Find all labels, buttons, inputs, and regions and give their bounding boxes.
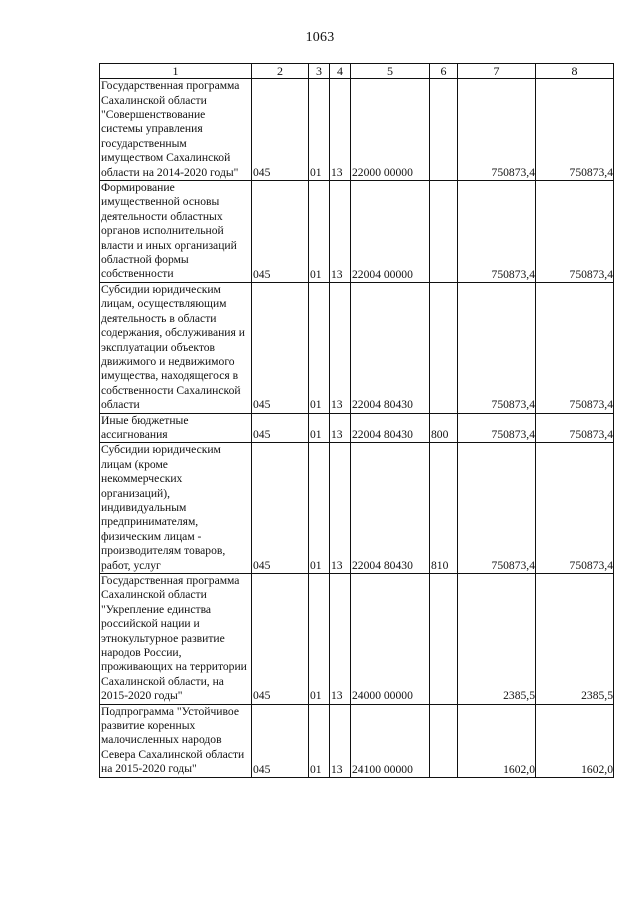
section-code: 01 bbox=[309, 181, 330, 283]
section-code: 01 bbox=[309, 413, 330, 443]
amount-column-8: 2385,5 bbox=[536, 574, 614, 705]
column-header-3: 3 bbox=[309, 64, 330, 79]
target-article-code: 24100 00000 bbox=[351, 704, 430, 777]
expense-type-code bbox=[430, 574, 458, 705]
amount-column-7: 750873,4 bbox=[458, 443, 536, 574]
table-row bbox=[100, 181, 614, 283]
target-article-code: 22004 80430 bbox=[351, 413, 430, 443]
expense-type-code: 800 bbox=[430, 413, 458, 443]
amount-column-8: 750873,4 bbox=[536, 181, 614, 283]
item-name: Формирование имущественной основы деятельности областных органов исполнительной власти и иных организаций областной формы собственности bbox=[100, 181, 252, 283]
expense-type-code bbox=[430, 79, 458, 181]
column-header-7: 7 bbox=[458, 64, 536, 79]
amount-column-7: 750873,4 bbox=[458, 282, 536, 413]
target-article-code: 22004 80430 bbox=[351, 443, 430, 574]
expense-type-code bbox=[430, 181, 458, 283]
amount-column-8: 1602,0 bbox=[536, 704, 614, 777]
column-header-2: 2 bbox=[252, 64, 309, 79]
section-code: 01 bbox=[309, 704, 330, 777]
subsection-code: 13 bbox=[330, 79, 351, 181]
table-row bbox=[100, 443, 614, 574]
item-name: Государственная программа Сахалинской области "Укрепление единства российской нации и этнокультурное развитие народов России, проживающих на территории Сахалинской области, на 2015-2020 годы" bbox=[100, 574, 252, 705]
page-number: 1063 bbox=[305, 30, 335, 45]
item-name: Субсидии юридическим лицам, осуществляющим деятельность в области содержания, обслуживания и эксплуатации объектов движимого и недвижимого имущества, находящегося в собственности Сахалинской области bbox=[100, 282, 252, 413]
subsection-code: 13 bbox=[330, 704, 351, 777]
subsection-code: 13 bbox=[330, 181, 351, 283]
column-header-1: 1 bbox=[100, 64, 252, 79]
ministry-code: 045 bbox=[252, 413, 309, 443]
target-article-code: 22000 00000 bbox=[351, 79, 430, 181]
amount-column-7: 1602,0 bbox=[458, 704, 536, 777]
amount-column-7: 750873,4 bbox=[458, 181, 536, 283]
ministry-code: 045 bbox=[252, 79, 309, 181]
section-code: 01 bbox=[309, 282, 330, 413]
section-code: 01 bbox=[309, 574, 330, 705]
expense-type-code bbox=[430, 704, 458, 777]
target-article-code: 22004 80430 bbox=[351, 282, 430, 413]
amount-column-7: 750873,4 bbox=[458, 79, 536, 181]
subsection-code: 13 bbox=[330, 282, 351, 413]
amount-column-7: 2385,5 bbox=[458, 574, 536, 705]
column-header-4: 4 bbox=[330, 64, 351, 79]
amount-column-8: 750873,4 bbox=[536, 79, 614, 181]
item-name: Подпрограмма "Устойчивое развитие коренных малочисленных народов Севера Сахалинской области на 2015-2020 годы" bbox=[100, 704, 252, 777]
table-row bbox=[100, 704, 614, 777]
column-header-row bbox=[100, 64, 614, 79]
amount-column-8: 750873,4 bbox=[536, 282, 614, 413]
subsection-code: 13 bbox=[330, 413, 351, 443]
amount-column-7: 750873,4 bbox=[458, 413, 536, 443]
ministry-code: 045 bbox=[252, 181, 309, 283]
ministry-code: 045 bbox=[252, 443, 309, 574]
item-name: Субсидии юридическим лицам (кроме некоммерческих организаций), индивидуальным предпринимателям, физическим лицам - производителям товаров, работ, услуг bbox=[100, 443, 252, 574]
table-row bbox=[100, 79, 614, 181]
amount-column-8: 750873,4 bbox=[536, 413, 614, 443]
ministry-code: 045 bbox=[252, 282, 309, 413]
target-article-code: 22004 00000 bbox=[351, 181, 430, 283]
expense-type-code bbox=[430, 282, 458, 413]
column-header-5: 5 bbox=[351, 64, 430, 79]
column-header-8: 8 bbox=[536, 64, 614, 79]
ministry-code: 045 bbox=[252, 704, 309, 777]
subsection-code: 13 bbox=[330, 443, 351, 574]
section-code: 01 bbox=[309, 443, 330, 574]
ministry-code: 045 bbox=[252, 574, 309, 705]
column-header-6: 6 bbox=[430, 64, 458, 79]
item-name: Государственная программа Сахалинской области "Совершенствование системы управления государственным имуществом Сахалинской области на 2014-2020 годы" bbox=[100, 79, 252, 181]
target-article-code: 24000 00000 bbox=[351, 574, 430, 705]
budget-table bbox=[99, 63, 614, 778]
amount-column-8: 750873,4 bbox=[536, 443, 614, 574]
table-row bbox=[100, 282, 614, 413]
item-name: Иные бюджетные ассигнования bbox=[100, 413, 252, 443]
subsection-code: 13 bbox=[330, 574, 351, 705]
table-row bbox=[100, 574, 614, 705]
table-row bbox=[100, 413, 614, 443]
section-code: 01 bbox=[309, 79, 330, 181]
expense-type-code: 810 bbox=[430, 443, 458, 574]
